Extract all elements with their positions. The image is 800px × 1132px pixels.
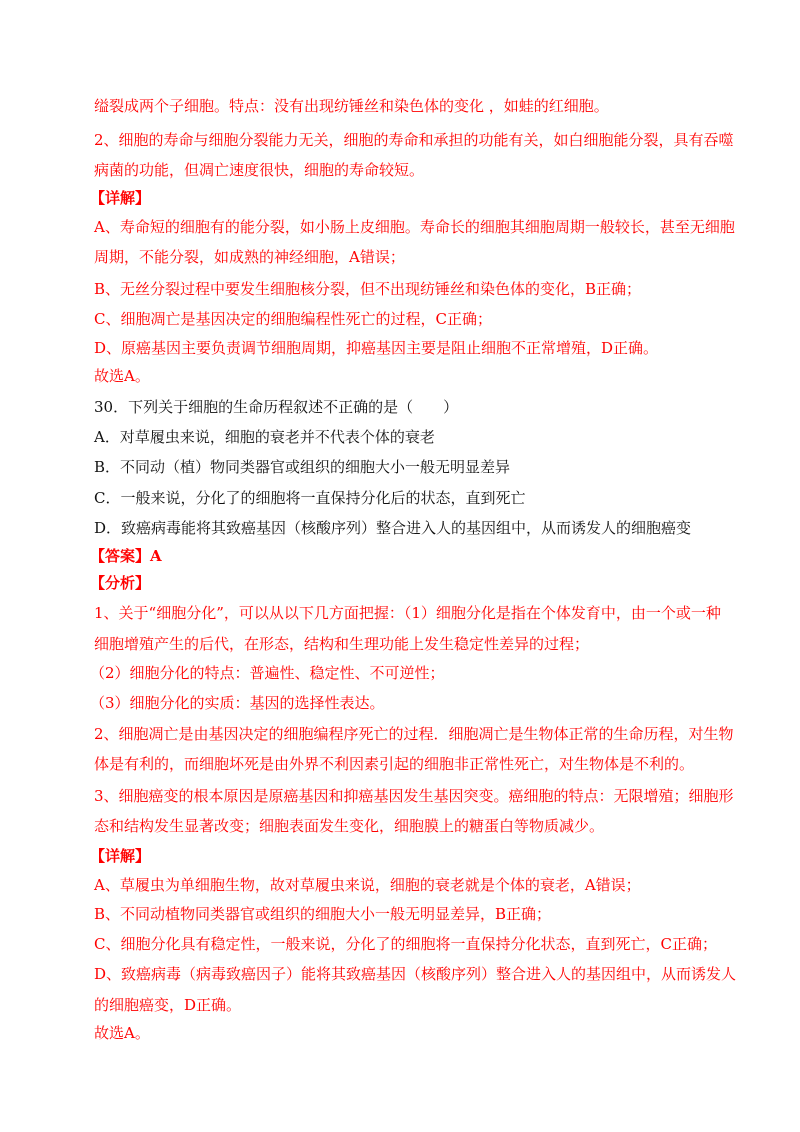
prev-analysis-point2-line1: 2、细胞的寿命与细胞分裂能力无关，细胞的寿命和承担的功能有关，如白细胞能分裂，具有吞噬 — [94, 131, 734, 149]
detail-heading: 【详解】 — [90, 847, 151, 865]
analysis-p2-line1: 2、细胞凋亡是由基因决定的细胞编程序死亡的过程．细胞凋亡是生物体正常的生命历程，对生物 — [94, 725, 734, 743]
question-option-d: D．致癌病毒能将其致癌基因（核酸序列）整合进入人的基因组中，从而诱发人的细胞癌变 — [94, 519, 692, 537]
prev-analysis-line1: 缢裂成两个子细胞。特点：没有出现纺锤丝和染色体的变化 ，如蛙的红细胞。 — [94, 97, 609, 115]
analysis-p1-line3: （2）细胞分化的特点：普遍性、稳定性、不可逆性； — [90, 664, 445, 682]
answer-label: 【答案】 — [90, 547, 151, 565]
detail-b: B、不同动植物同类器官或组织的细胞大小一般无明显差异，B正确； — [94, 905, 552, 923]
detail-a: A、草履虫为单细胞生物，故对草履虫来说，细胞的衰老就是个体的衰老，A错误； — [94, 876, 641, 894]
analysis-p3-line2: 态和结构发生显著改变；细胞表面发生变化，细胞膜上的糖蛋白等物质减少。 — [94, 817, 605, 835]
answer-line — [90, 546, 162, 566]
analysis-p2-line2: 体是有利的，而细胞坏死是由外界不利因素引起的细胞非正常性死亡，对生物体是不利的。 — [94, 755, 695, 773]
analysis-heading: 【分析】 — [90, 574, 151, 592]
answer-value: A — [150, 547, 162, 565]
detail-d-line1: D、致癌病毒（病毒致癌因子）能将其致癌基因（核酸序列）整合进入人的基因组中，从而诱发人 — [94, 965, 737, 983]
analysis-p3-line1: 3、细胞癌变的根本原因是原癌基因和抑癌基因发生基因突变。癌细胞的特点：无限增殖；细胞形 — [94, 787, 734, 805]
analysis-p1-line4: （3）细胞分化的实质：基因的选择性表达。 — [90, 694, 385, 712]
prev-analysis-point2-line2: 病菌的功能，但凋亡速度很快，细胞的寿命较短。 — [94, 161, 425, 179]
prev-detail-d: D、原癌基因主要负责调节细胞周期，抑癌基因主要是阻止细胞不正常增殖，D正确。 — [94, 339, 659, 357]
prev-detail-a-line2: 周期，不能分裂，如成熟的神经细胞，A错误； — [94, 248, 405, 266]
prev-detail-c: C、细胞凋亡是基因决定的细胞编程性死亡的过程，C正确； — [94, 310, 492, 328]
question-option-a: A．对草履虫来说，细胞的衰老并不代表个体的衰老 — [94, 428, 435, 446]
detail-conclusion: 故选A。 — [94, 1024, 150, 1042]
analysis-p1-line1: 1、关于“细胞分化”，可以从以下几方面把握：（1）细胞分化是指在个体发育中，由一个或一种 — [94, 604, 721, 622]
prev-detail-a-line1: A、寿命短的细胞有的能分裂，如小肠上皮细胞。寿命长的细胞其细胞周期一般较长，甚至无细胞 — [94, 218, 735, 236]
prev-detail-conclusion: 故选A。 — [94, 367, 150, 385]
question-stem: 30．下列关于细胞的生命历程叙述不正确的是（ ） — [94, 398, 459, 416]
detail-c: C、细胞分化具有稳定性，一般来说，分化了的细胞将一直保持分化状态，直到死亡，C正确； — [94, 935, 717, 953]
detail-d-line2: 的细胞癌变，D正确。 — [94, 996, 242, 1014]
question-option-c: C．一般来说，分化了的细胞将一直保持分化后的状态，直到死亡 — [94, 489, 526, 507]
question-option-b: B．不同动（植）物同类器官或组织的细胞大小一般无明显差异 — [94, 458, 511, 476]
prev-detail-b: B、无丝分裂过程中要发生细胞核分裂，但不出现纺锤丝和染色体的变化，B正确； — [94, 280, 642, 298]
prev-detail-heading: 【详解】 — [90, 189, 151, 207]
analysis-p1-line2: 细胞增殖产生的后代，在形态，结构和生理功能上发生稳定性差异的过程； — [94, 635, 590, 653]
